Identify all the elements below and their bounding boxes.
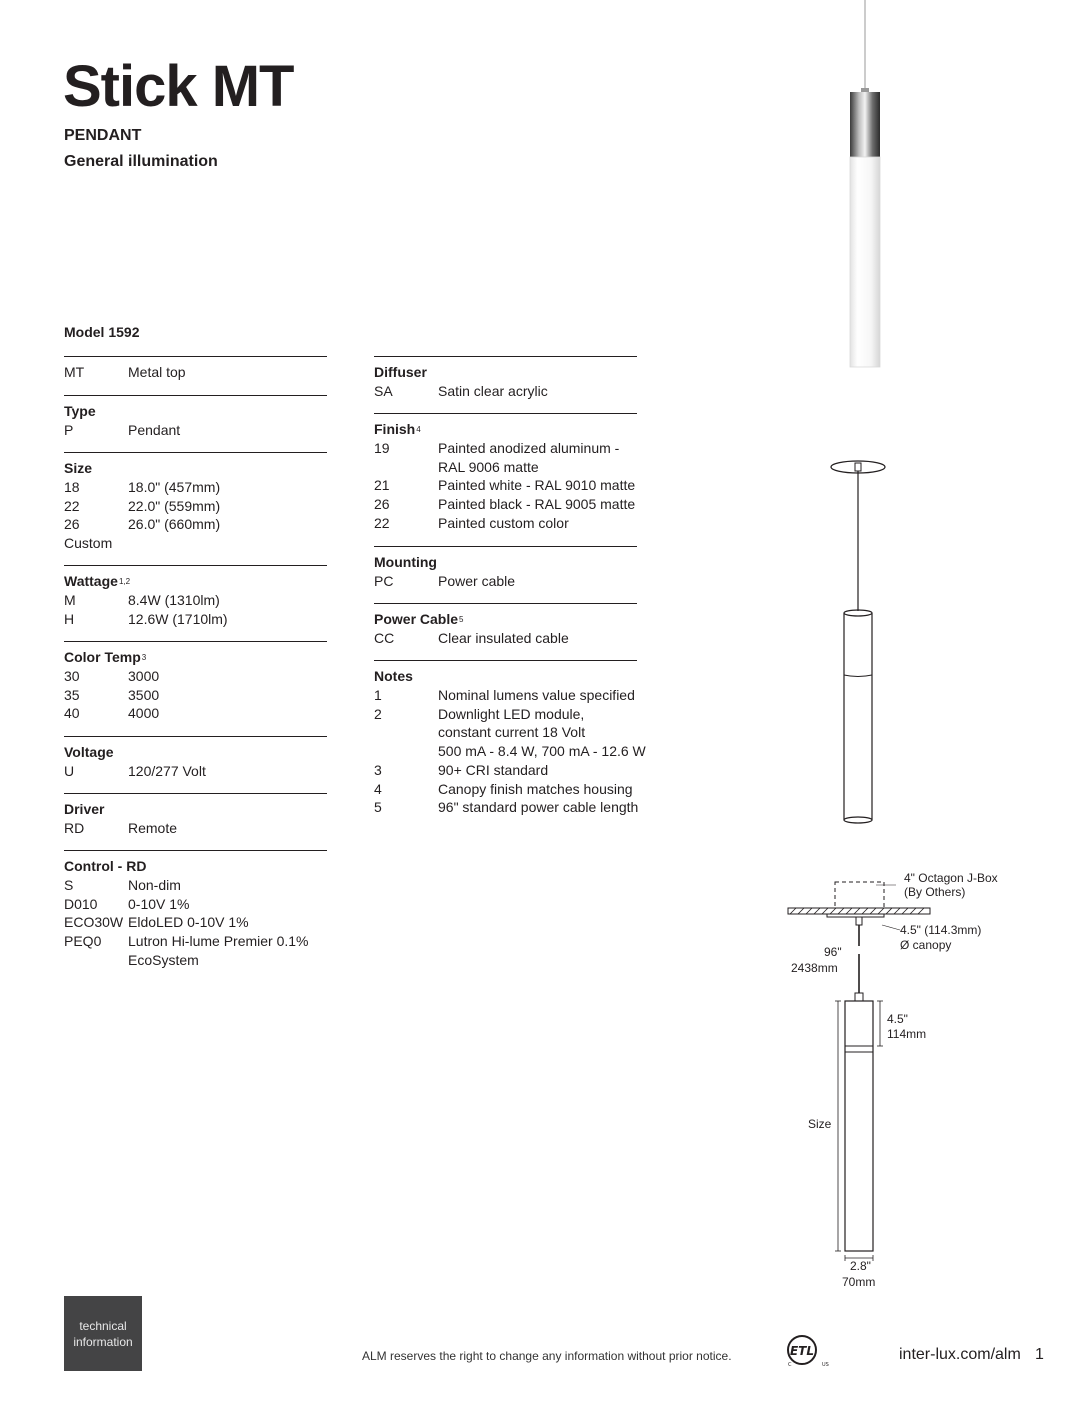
option-code: 19 bbox=[374, 440, 390, 456]
option-description: Painted black - RAL 9005 matte bbox=[438, 496, 636, 513]
spec-row bbox=[374, 742, 646, 761]
section-title: Notes bbox=[374, 668, 413, 684]
spec-row bbox=[374, 458, 637, 477]
spec-section bbox=[64, 452, 327, 553]
spec-row bbox=[64, 591, 327, 610]
option-code bbox=[374, 723, 438, 742]
option-code: 22 bbox=[374, 514, 390, 531]
option-description: 4000 bbox=[128, 705, 160, 722]
option-description: Canopy finish matches housing bbox=[438, 780, 633, 797]
svg-text:ETL: ETL bbox=[789, 1344, 815, 1358]
spec-section bbox=[374, 546, 637, 591]
option-code: Custom bbox=[64, 535, 113, 552]
option-description: Lutron Hi-lume Premier 0.1% bbox=[128, 933, 309, 950]
diameter-in: 2.8" bbox=[850, 1259, 871, 1273]
page-title: Stick MT bbox=[63, 54, 294, 119]
option-description: 8.4W (1310lm) bbox=[128, 592, 220, 608]
option-description: RAL 9006 matte bbox=[438, 458, 539, 475]
option-description: Satin clear acrylic bbox=[438, 383, 548, 399]
option-code: 26 bbox=[374, 496, 390, 513]
svg-text:US: US bbox=[822, 1362, 829, 1368]
option-code: PC bbox=[374, 573, 394, 589]
spec-row bbox=[374, 780, 637, 799]
option-description: 3000 bbox=[128, 668, 160, 684]
option-description: 22.0" (559mm) bbox=[128, 497, 221, 514]
spec-row bbox=[374, 629, 637, 648]
spec-row bbox=[64, 534, 327, 553]
spec-section bbox=[374, 660, 646, 817]
option-code: U bbox=[64, 763, 75, 779]
option-description: 12.6W (1710lm) bbox=[128, 610, 228, 627]
spec-row bbox=[64, 876, 327, 895]
option-description: Pendant bbox=[128, 422, 181, 438]
technical-information-badge bbox=[64, 1296, 142, 1371]
spec-row bbox=[64, 478, 327, 497]
option-code: 21 bbox=[374, 477, 390, 494]
spec-row bbox=[64, 951, 327, 970]
option-description: Downlight LED module, bbox=[438, 705, 585, 722]
option-description: Painted anodized aluminum - bbox=[438, 440, 620, 456]
spec-row bbox=[64, 363, 327, 382]
option-code: MT bbox=[64, 364, 85, 380]
spec-row bbox=[64, 704, 327, 723]
footnote-ref: 5 bbox=[459, 615, 464, 624]
spec-row bbox=[64, 667, 327, 686]
option-description: Remote bbox=[128, 820, 178, 836]
product-application: General illumination bbox=[64, 153, 218, 170]
spec-row bbox=[64, 497, 327, 516]
spec-row bbox=[64, 895, 327, 914]
section-title: Voltage bbox=[64, 744, 114, 760]
model-number: Model 1592 bbox=[64, 324, 140, 340]
spec-row bbox=[374, 439, 637, 458]
product-line-drawing bbox=[820, 450, 910, 830]
option-code: 30 bbox=[64, 668, 80, 684]
spec-section bbox=[64, 395, 327, 440]
spec-section bbox=[374, 413, 637, 533]
badge-line-1: technical bbox=[79, 1319, 127, 1333]
spec-section bbox=[64, 641, 327, 723]
option-description: Painted white - RAL 9010 matte bbox=[438, 477, 636, 494]
option-description: 96" standard power cable length bbox=[438, 799, 639, 816]
spec-row bbox=[374, 495, 637, 514]
section-title: Color Temp$^3$ bbox=[64, 649, 147, 665]
option-description: 0-10V 1% bbox=[128, 895, 190, 912]
option-code: 5 bbox=[374, 799, 382, 816]
option-code: ECO30W bbox=[64, 914, 124, 931]
option-description: constant current 18 Volt bbox=[438, 724, 586, 741]
badge-line-2: information bbox=[73, 1335, 133, 1349]
disclaimer-notice: ALM reserves the right to change any information without prior notice. bbox=[362, 1349, 732, 1363]
section-title: Wattage$^{1,2}$ bbox=[64, 573, 131, 589]
option-code bbox=[64, 951, 128, 970]
section-title: Diffuser bbox=[374, 364, 427, 380]
spec-row bbox=[64, 932, 327, 951]
option-code: 1 bbox=[374, 687, 382, 703]
spec-row bbox=[374, 382, 637, 401]
option-description: 3500 bbox=[128, 686, 160, 703]
section-title: Control - RD bbox=[64, 858, 147, 874]
option-code: 4 bbox=[374, 780, 382, 797]
spec-section bbox=[64, 565, 327, 628]
spec-row bbox=[64, 762, 327, 781]
spec-row bbox=[374, 723, 637, 742]
spec-row bbox=[64, 515, 327, 534]
spec-row bbox=[64, 686, 327, 705]
section-title: Type bbox=[64, 403, 96, 419]
option-description: Metal top bbox=[128, 364, 186, 380]
section-title: Finish$^4$ bbox=[374, 421, 421, 437]
option-code: 22 bbox=[64, 497, 80, 514]
website-link[interactable]: inter-lux.com/alm bbox=[899, 1346, 1021, 1363]
section-title: Mounting bbox=[374, 554, 437, 570]
option-description: 120/277 Volt bbox=[128, 763, 206, 779]
option-description: Nominal lumens value specified bbox=[438, 687, 635, 703]
spec-section bbox=[64, 356, 327, 382]
option-code: 18 bbox=[64, 479, 80, 495]
top-height-mm: 114mm bbox=[887, 1027, 927, 1041]
option-code: RD bbox=[64, 820, 85, 836]
section-title: Driver bbox=[64, 801, 105, 817]
product-category: PENDANT bbox=[64, 127, 142, 144]
option-code: D010 bbox=[64, 895, 98, 912]
spec-section bbox=[374, 603, 637, 648]
option-code: H bbox=[64, 610, 75, 627]
jbox-sub-label: (By Others) bbox=[904, 885, 966, 899]
page-number: 1 bbox=[1035, 1346, 1044, 1363]
option-code: P bbox=[64, 422, 74, 438]
option-code: PEQ0 bbox=[64, 933, 102, 950]
spec-section bbox=[64, 850, 327, 970]
spec-row bbox=[374, 798, 637, 817]
footnote-ref: 3 bbox=[141, 653, 147, 662]
option-code: 35 bbox=[64, 686, 80, 703]
footnote-ref: 4 bbox=[416, 425, 421, 434]
option-description: EcoSystem bbox=[128, 951, 199, 968]
footnote-ref: 1,2 bbox=[118, 577, 131, 586]
spec-row bbox=[374, 686, 637, 705]
option-code: 2 bbox=[374, 705, 382, 722]
option-code: M bbox=[64, 592, 76, 608]
option-code: S bbox=[64, 877, 74, 893]
section-title: Power Cable$^5$ bbox=[374, 611, 464, 627]
option-code: 3 bbox=[374, 761, 382, 778]
svg-text:C: C bbox=[788, 1362, 792, 1368]
option-description: EldoLED 0-10V 1% bbox=[128, 914, 249, 931]
canopy-label: 4.5" (114.3mm) bbox=[900, 923, 982, 937]
option-description: Non-dim bbox=[128, 877, 181, 893]
option-code: SA bbox=[374, 383, 393, 399]
spec-row bbox=[374, 572, 637, 591]
cable-length-in: 96" bbox=[824, 945, 842, 959]
diameter-mm: 70mm bbox=[842, 1275, 876, 1289]
size-label: Size bbox=[808, 1117, 832, 1131]
option-description: 90+ CRI standard bbox=[438, 761, 549, 778]
spec-section bbox=[64, 736, 327, 781]
option-code: 40 bbox=[64, 705, 80, 722]
spec-row bbox=[374, 705, 637, 724]
spec-row bbox=[64, 819, 327, 838]
etl-certification-icon bbox=[784, 1332, 834, 1368]
option-description: Power cable bbox=[438, 573, 516, 589]
spec-row bbox=[64, 610, 327, 629]
spec-row bbox=[64, 421, 327, 440]
spec-section bbox=[64, 793, 327, 838]
section-title: Size bbox=[64, 460, 93, 476]
product-photo bbox=[820, 0, 910, 370]
option-description: 26.0" (660mm) bbox=[128, 516, 221, 533]
option-code: CC bbox=[374, 630, 395, 646]
spec-section bbox=[374, 356, 637, 401]
spec-row bbox=[64, 913, 327, 932]
option-code bbox=[374, 458, 438, 477]
option-description: 500 mA - 8.4 W, 700 mA - 12.6 W bbox=[438, 743, 646, 760]
spec-row bbox=[374, 476, 637, 495]
spec-row bbox=[374, 514, 637, 533]
option-code bbox=[374, 742, 438, 761]
spec-row bbox=[374, 761, 637, 780]
cable-length-mm: 2438mm bbox=[791, 961, 838, 975]
canopy-sub-label: Ø canopy bbox=[900, 938, 952, 952]
jbox-label: 4" Octagon J-Box bbox=[904, 871, 998, 885]
option-description: Painted custom color bbox=[438, 514, 569, 531]
option-description: 18.0" (457mm) bbox=[128, 479, 221, 495]
option-code: 26 bbox=[64, 516, 80, 533]
option-description: Clear insulated cable bbox=[438, 630, 569, 646]
top-height-in: 4.5" bbox=[887, 1012, 908, 1026]
